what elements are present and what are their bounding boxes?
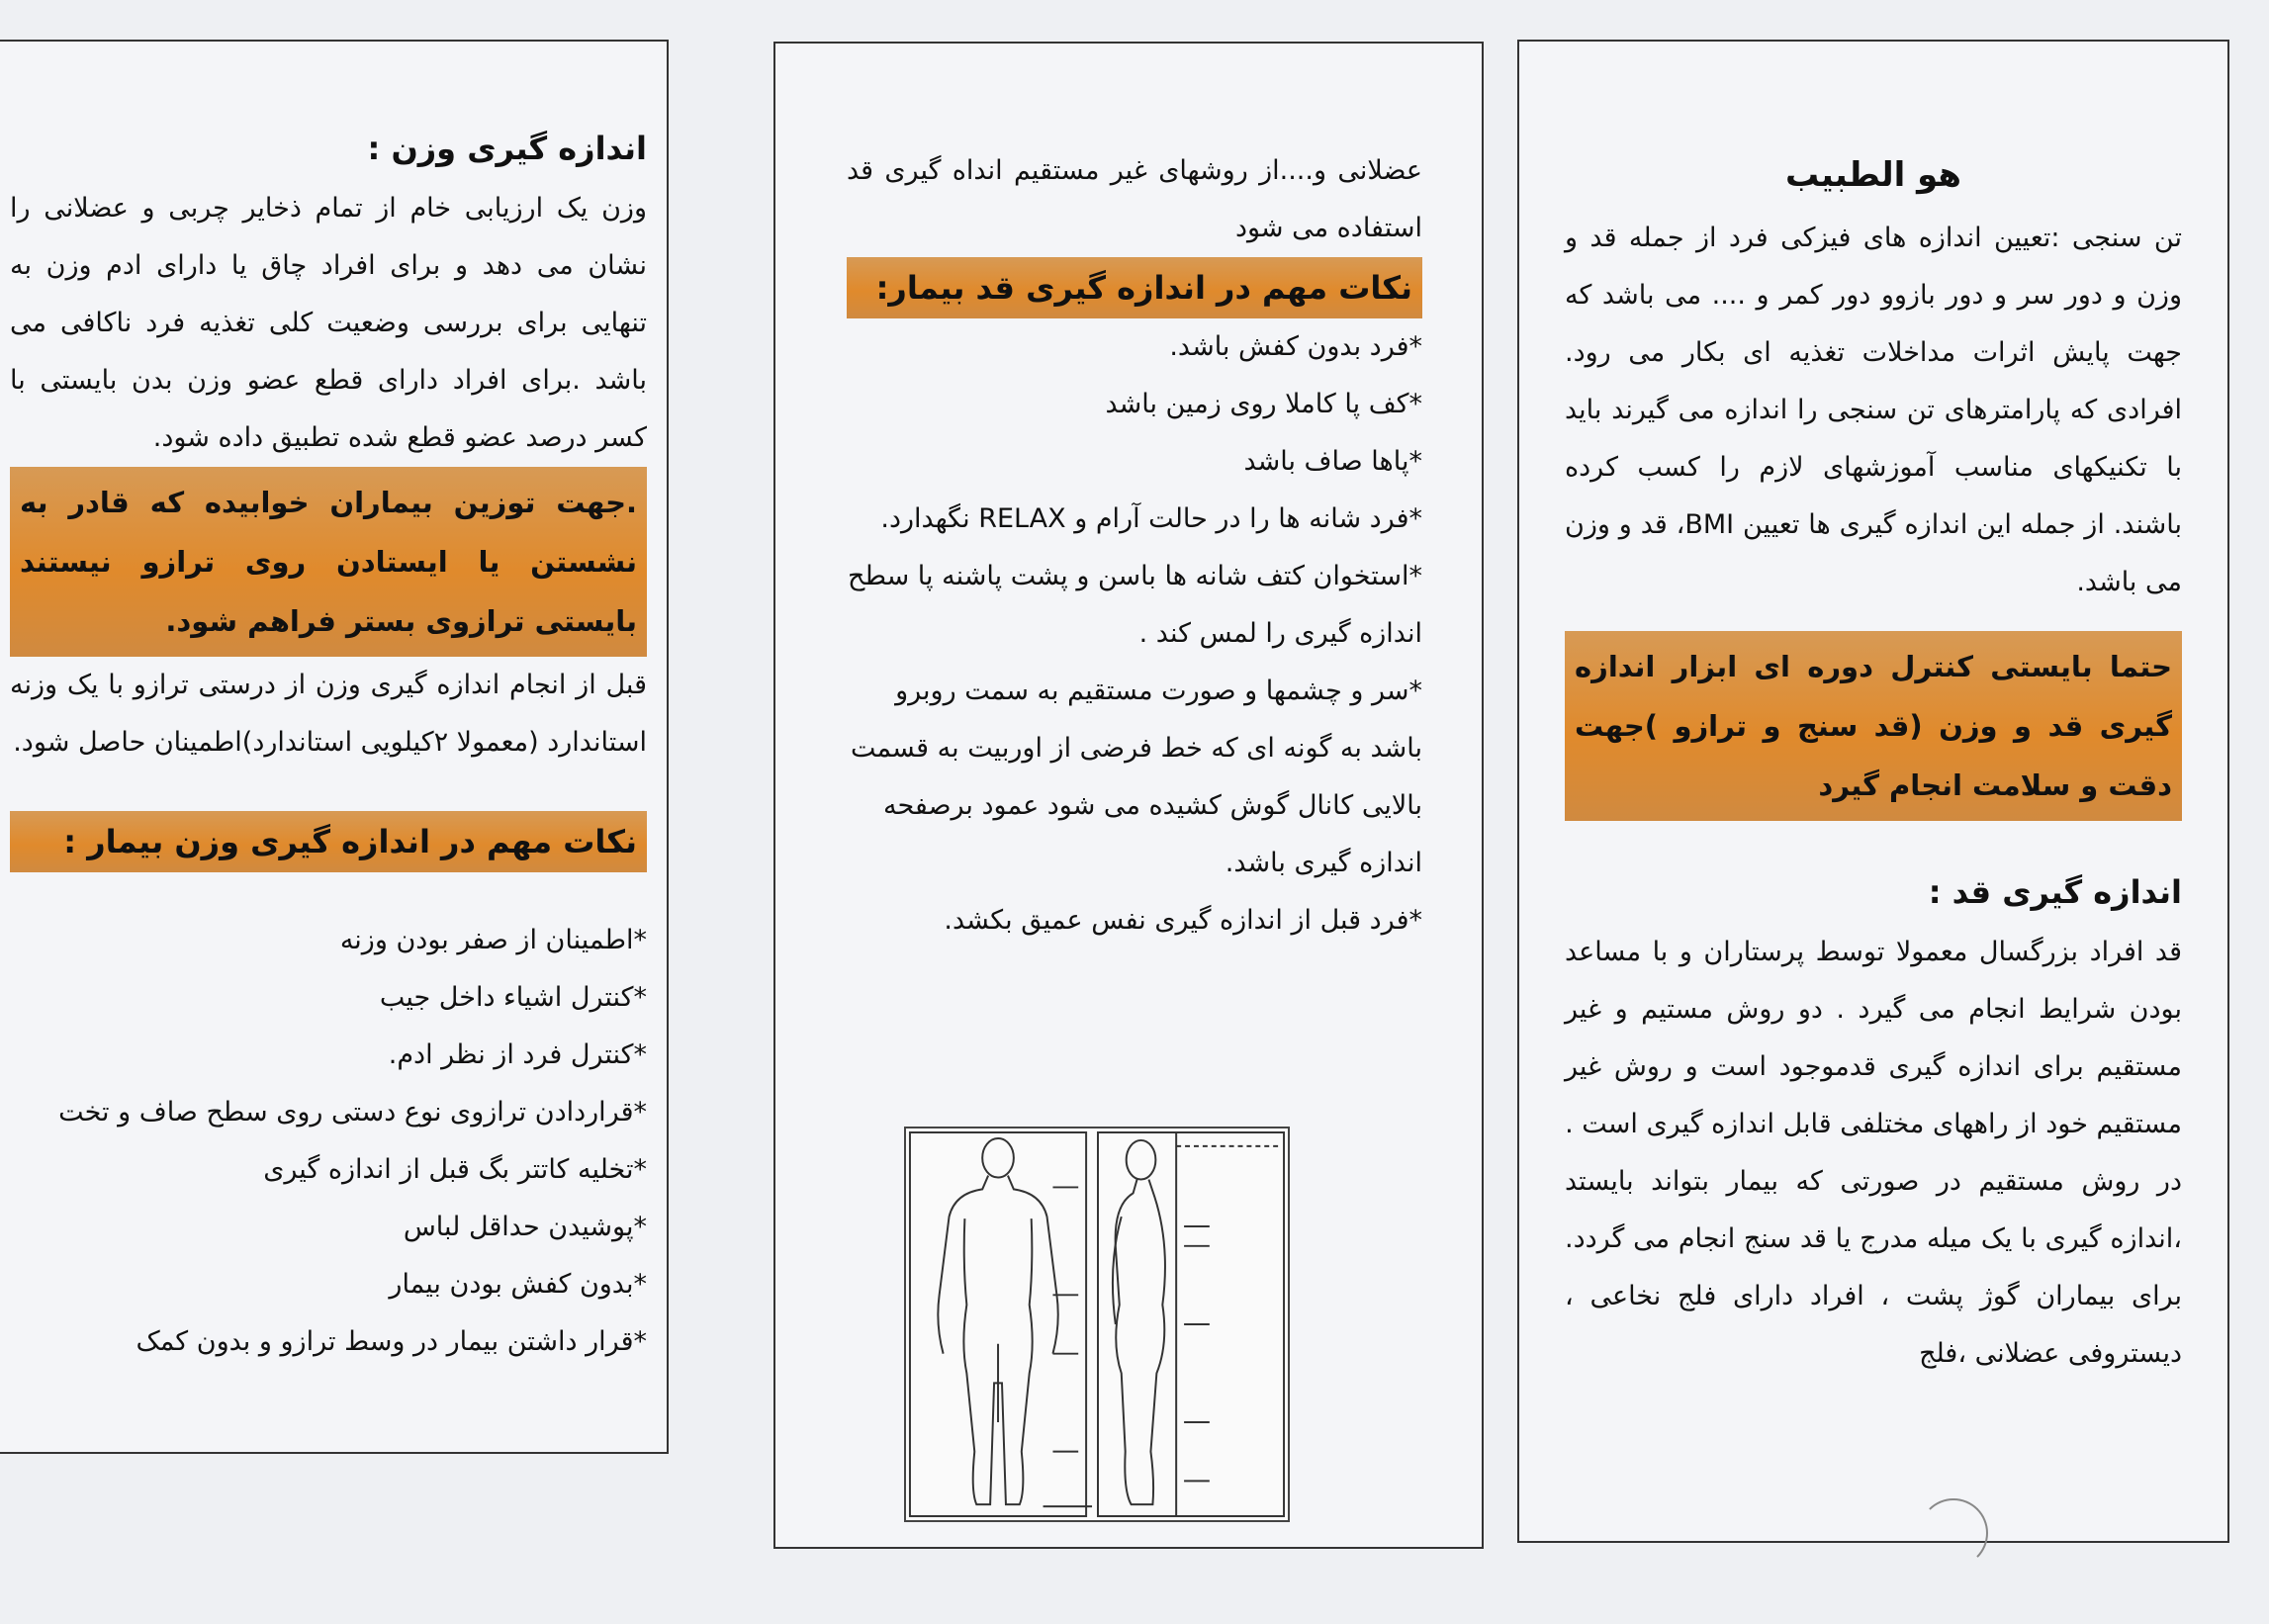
- height-tip-item: *پاها صاف باشد: [1243, 446, 1422, 477]
- left-column: [10, 117, 647, 1371]
- height-tip-item: *سر و چشمها و صورت مستقیم به سمت روبرو باشد به گونه ای که خط فرضی از اوربیت به قسمت بالایی کانال گوش کشیده می شود عمود برصفحه اندازه گیری باشد.: [850, 676, 1422, 878]
- weight-tip-item: *قرار داشتن بیمار در وسط ترازو و بدون کمک: [136, 1326, 647, 1357]
- bedridden-scale-highlight: .جهت توزین بیماران خوابیده که قادر به نشستن یا ایستادن روی ترازو نیستند بایستی ترازوی بستر فراهم شود.: [10, 467, 647, 657]
- middle-column: [847, 142, 1422, 949]
- page-title: هو الطبیب: [1784, 155, 1962, 195]
- height-measurement-heading: اندازه گیری قد :: [1928, 873, 2182, 911]
- weight-tip-item: *اطمینان از صفر بودن وزنه: [339, 925, 647, 955]
- body-measurement-illustration: [904, 1127, 1290, 1522]
- height-tips-heading: نکات مهم در اندازه گیری قد بیمار:: [847, 257, 1422, 318]
- weight-tip-item: *پوشیدن حداقل لباس: [403, 1212, 647, 1242]
- weight-paragraph-2: قبل از انجام اندازه گیری وزن از درستی ترازو با یک وزنه استاندارد (معمولا ۲کیلویی استاندارد)اطمینان حاصل شود.: [10, 670, 647, 758]
- weight-tip-item: *تخلیه کاتتر بگ قبل از اندازه گیری: [263, 1154, 647, 1185]
- weight-tips-heading: نکات مهم در اندازه گیری وزن بیمار :: [10, 811, 647, 872]
- right-panel: [1517, 40, 2229, 1543]
- right-column: [1565, 140, 2182, 1383]
- weight-tip-item: *کنترل اشیاء داخل جیب: [379, 982, 647, 1013]
- page-curl-mark: [1919, 1498, 1988, 1568]
- height-tip-item: *کف پا کاملا روی زمین باشد: [1105, 389, 1422, 419]
- left-panel: [0, 40, 669, 1454]
- calibration-warning-highlight: حتما بایستی کنترل دوره ای ابزار اندازه گیری قد و وزن (قد سنج و ترازو )جهت دقت و سلامت انجام گیرد: [1565, 631, 2182, 821]
- middle-panel: [773, 42, 1484, 1549]
- height-tip-item: *فرد بدون کفش باشد.: [1169, 331, 1422, 362]
- height-tip-item: *فرد قبل از اندازه گیری نفس عمیق بکشد.: [944, 905, 1422, 936]
- weight-paragraph-1: وزن یک ارزیابی خام از تمام ذخایر چربی و عضلانی را نشان می دهد و برای افراد چاق یا دارای ادم وزن به تنهایی برای بررسی وضعیت کلی تغذیه فرد ناکافی می باشد .برای افراد دارای قطع عضو وزن بدن بایستی با کسر درصد عضو قطع شده تطبیق داده شود.: [10, 193, 647, 453]
- height-tips-list: [847, 318, 1422, 949]
- height-paragraph-1: قد افراد بزرگسال معمولا توسط پرستاران و با مساعد بودن شرایط انجام می گیرد . دو روش مستیم و غیر مستقیم برای اندازه گیری قدموجود است و روش غیر مستقیم خود از راههای مختلفی قابل اندازه گیری است .: [1565, 937, 2182, 1139]
- height-tip-item: *فرد شانه ها را در حالت آرام و RELAX نگهدارد.: [880, 503, 1422, 534]
- weight-tip-item: *بدون کفش بودن بیمار: [389, 1269, 647, 1300]
- weight-tips-list: [10, 912, 647, 1371]
- weight-measurement-heading: اندازه گیری وزن :: [367, 130, 647, 167]
- height-paragraph-2: در روش مستقیم در صورتی که بیمار بتواند بایستد ،اندازه گیری با یک میله مدرج یا قد سنج انجام می گردد. برای بیماران گوژ پشت ، افراد دارای فلج نخاعی ، دیستروفی عضلانی ،فلج: [1565, 1166, 2182, 1369]
- anthropometry-intro: تن سنجی :تعیین اندازه های فیزکی فرد از جمله قد و وزن و دور سر و دور بازوو دور کمر و .... می باشد که جهت پایش اثرات مداخلات تغذیه ای بکار می رود. افرادی که پارامترهای تن سنجی را اندازه می گیرند باید با تکنیکهای مناسب آموزشهای لازم را کسب کرده باشند. از جمله این اندازه گیری ها تعیین BMI، قد و وزن می باشد.: [1565, 223, 2182, 597]
- weight-tip-item: *کنترل فرد از نظر ادم.: [388, 1039, 647, 1070]
- height-continuation: عضلانی و....از روشهای غیر مستقیم انداه گیری قد استفاده می شود: [847, 155, 1422, 243]
- height-tip-item: *استخوان کتف شانه ها باسن و پشت پاشنه پا سطح اندازه گیری را لمس کند .: [848, 561, 1422, 649]
- weight-tip-item: *قراردادن ترازوی نوع دستی روی سطح صاف و تخت: [58, 1097, 647, 1128]
